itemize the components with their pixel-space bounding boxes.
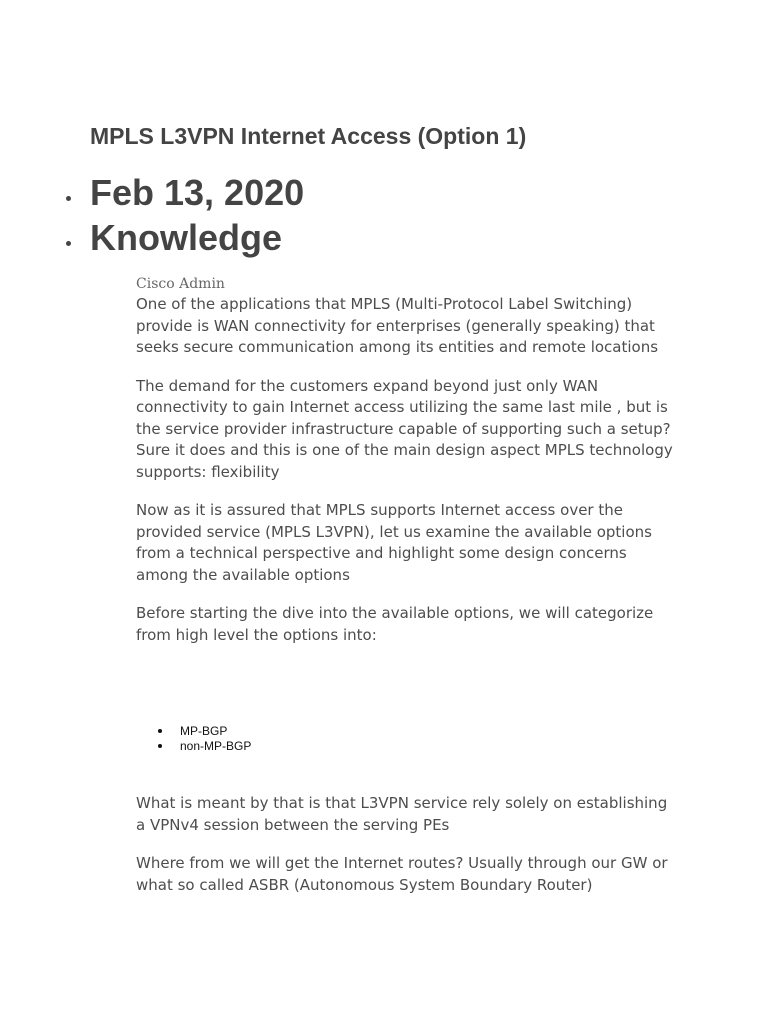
option-text: MP-BGP [180,724,228,738]
option-text: non-MP-BGP [180,739,252,753]
bullet-icon [66,196,71,201]
body-paragraph: Where from we will get the Internet routes? Usually through our GW or what so called ASBR (Autonomous System Boundary Router) [136,854,668,894]
options-list [158,724,251,754]
bullet-icon [66,241,71,246]
bullet-icon [158,729,162,733]
options-list-item [158,724,251,739]
article-body-continued [136,793,681,913]
options-list-item [158,739,251,754]
article-meta-list [66,171,304,261]
body-paragraph: What is meant by that is that L3VPN service rely solely on establishing a VPNv4 session between the serving PEs [136,794,668,834]
body-paragraph: One of the applications that MPLS (Multi-Protocol Label Switching) provide is WAN connectivity for enterprises (generally speaking) that seeks secure communication among its entities and remote locations [136,295,659,356]
article-body [136,294,681,663]
meta-date [66,171,304,216]
article-title: MPLS L3VPN Internet Access (Option 1) [90,123,527,149]
body-paragraph: The demand for the customers expand beyond just only WAN connectivity to gain Internet access utilizing the same last mile , but is the service provider infrastructure capable of supporting such a setup? Sure it does and this is one of the main design aspect MPLS technology supports: flexibility [136,376,673,481]
body-paragraph: Before starting the dive into the available options, we will categorize from high level the options into: [136,604,654,644]
body-paragraph: Now as it is assured that MPLS supports Internet access over the provided service (MPLS L3VPN), let us examine the available options from a technical perspective and highlight some design concerns among the available options [136,501,652,584]
meta-date-text: Feb 13, 2020 [90,172,305,213]
bullet-icon [158,744,162,748]
article-author: Cisco Admin [136,276,225,292]
meta-category-text: Knowledge [90,217,283,258]
meta-category [66,216,304,261]
